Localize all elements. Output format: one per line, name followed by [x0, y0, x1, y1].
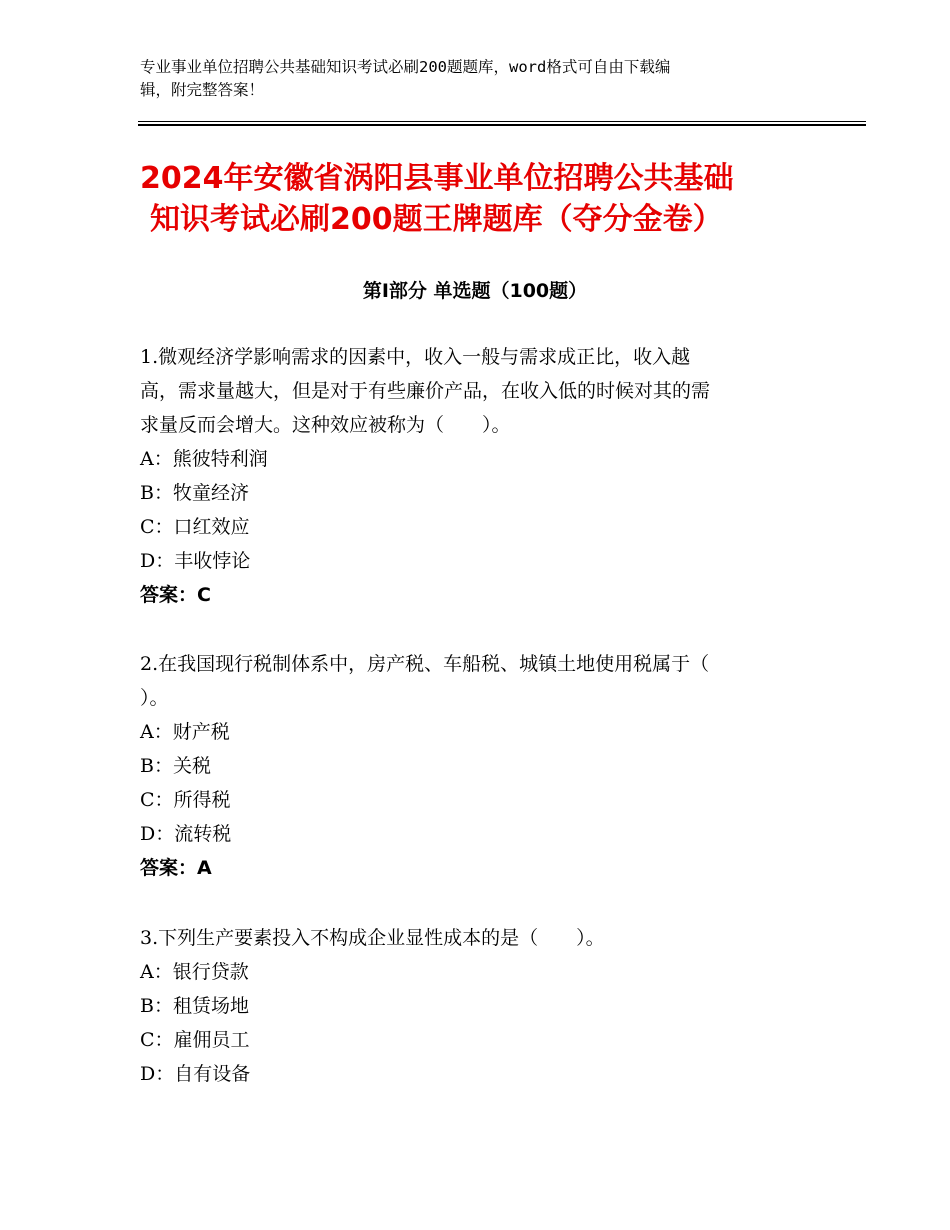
- option-d: D：流转税: [140, 823, 232, 845]
- document-title: [140, 158, 840, 240]
- option-a: A：熊彼特利润: [140, 448, 268, 470]
- option-b: B：关税: [140, 755, 211, 777]
- answer: 答案：A: [140, 857, 212, 879]
- question-block: [140, 340, 800, 612]
- question-block: [140, 647, 800, 885]
- option-b: B：牧童经济: [140, 482, 249, 504]
- section-heading: 第Ⅰ部分 单选题（100题）: [362, 280, 588, 302]
- header-divider: [138, 121, 866, 122]
- option-c: C：所得税: [140, 789, 231, 811]
- document-header-note: [140, 56, 790, 102]
- option-a: A：财产税: [140, 721, 230, 743]
- option-d: D：自有设备: [140, 1063, 251, 1085]
- question-text: ）。: [140, 687, 169, 709]
- question-text: 高，需求量越大，但是对于有些廉价产品，在收入低的时候对其的需: [140, 380, 711, 402]
- question-text: 3.下列生产要素投入不构成企业显性成本的是（ ）。: [140, 927, 605, 949]
- title-line: 2024年安徽省涡阳县事业单位招聘公共基础: [140, 161, 734, 196]
- question-text: 2.在我国现行税制体系中，房产税、车船税、城镇土地使用税属于（: [140, 653, 710, 675]
- option-c: C：雇佣员工: [140, 1029, 250, 1051]
- title-line: 知识考试必刷200题王牌题库（夺分金卷）: [150, 202, 723, 237]
- header-note-line: 辑，附完整答案！: [140, 81, 265, 99]
- option-b: B：租赁场地: [140, 995, 249, 1017]
- header-divider: [138, 124, 866, 126]
- option-c: C：口红效应: [140, 516, 250, 538]
- header-note-line: 专业事业单位招聘公共基础知识考试必刷200题题库，word格式可自由下载编: [140, 58, 671, 76]
- question-text: 1.微观经济学影响需求的因素中，收入一般与需求成正比，收入越: [140, 346, 691, 368]
- question-block: [140, 921, 800, 1091]
- option-d: D：丰收悖论: [140, 550, 251, 572]
- question-text: 求量反而会增大。这种效应被称为（ ）。: [140, 414, 511, 436]
- option-a: A：银行贷款: [140, 961, 249, 983]
- answer: 答案：C: [140, 584, 211, 606]
